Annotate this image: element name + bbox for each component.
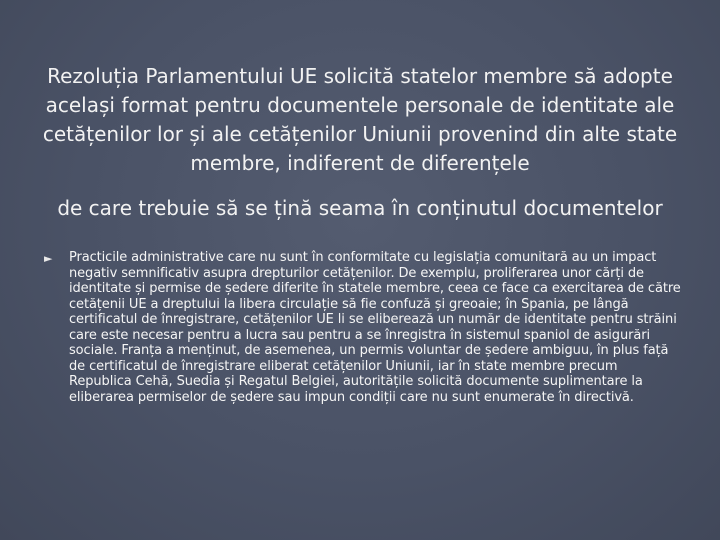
bullet-item [44, 250, 684, 405]
bullet-text: Practicile administrative care nu sunt în conformitate cu legislația comunitară au un impact negativ semnificativ asupra drepturilor cetățenilor. De exemplu, proliferarea unor cărți de identitate și permise de ședere diferite în statele membre, ceea ce face ca exercitarea de către cetățenii UE a dreptului la libera circulație să fie confuză și greoaie; în Spania, pe lângă certificatul de înregistrare, cetățenilor UE li se eliberează un număr de identitate pentru străini care este necesar pentru a lucra sau pentru a se înregistra în sistemul spaniol de asigurări sociale. Franța a menținut, de asemenea, un permis voluntar de ședere ambiguu, în plus față de certificatul de înregistrare eliberat cetățenilor Uniunii, iar în state membre precum Republica Cehă, Suedia și Regatul Belgiei, autoritățile solicită documente suplimentare la eliberarea permiselor de ședere sau impun condiții care nu sunt enumerate în directivă. [69, 250, 681, 405]
title-text: Rezoluția Parlamentului UE solicită statelor membre să adopte același format pentru documentele personale de identitate ale cetățenilor lor și ale cetățenilor Uniunii provenind din alte state membre, indiferent de diferențele [42, 64, 678, 175]
title-last-line: de care trebuie să se țină seama în conținutul documentelor [57, 196, 663, 220]
bullet-arrow-icon: ► [44, 252, 53, 265]
slide-title [20, 62, 700, 220]
